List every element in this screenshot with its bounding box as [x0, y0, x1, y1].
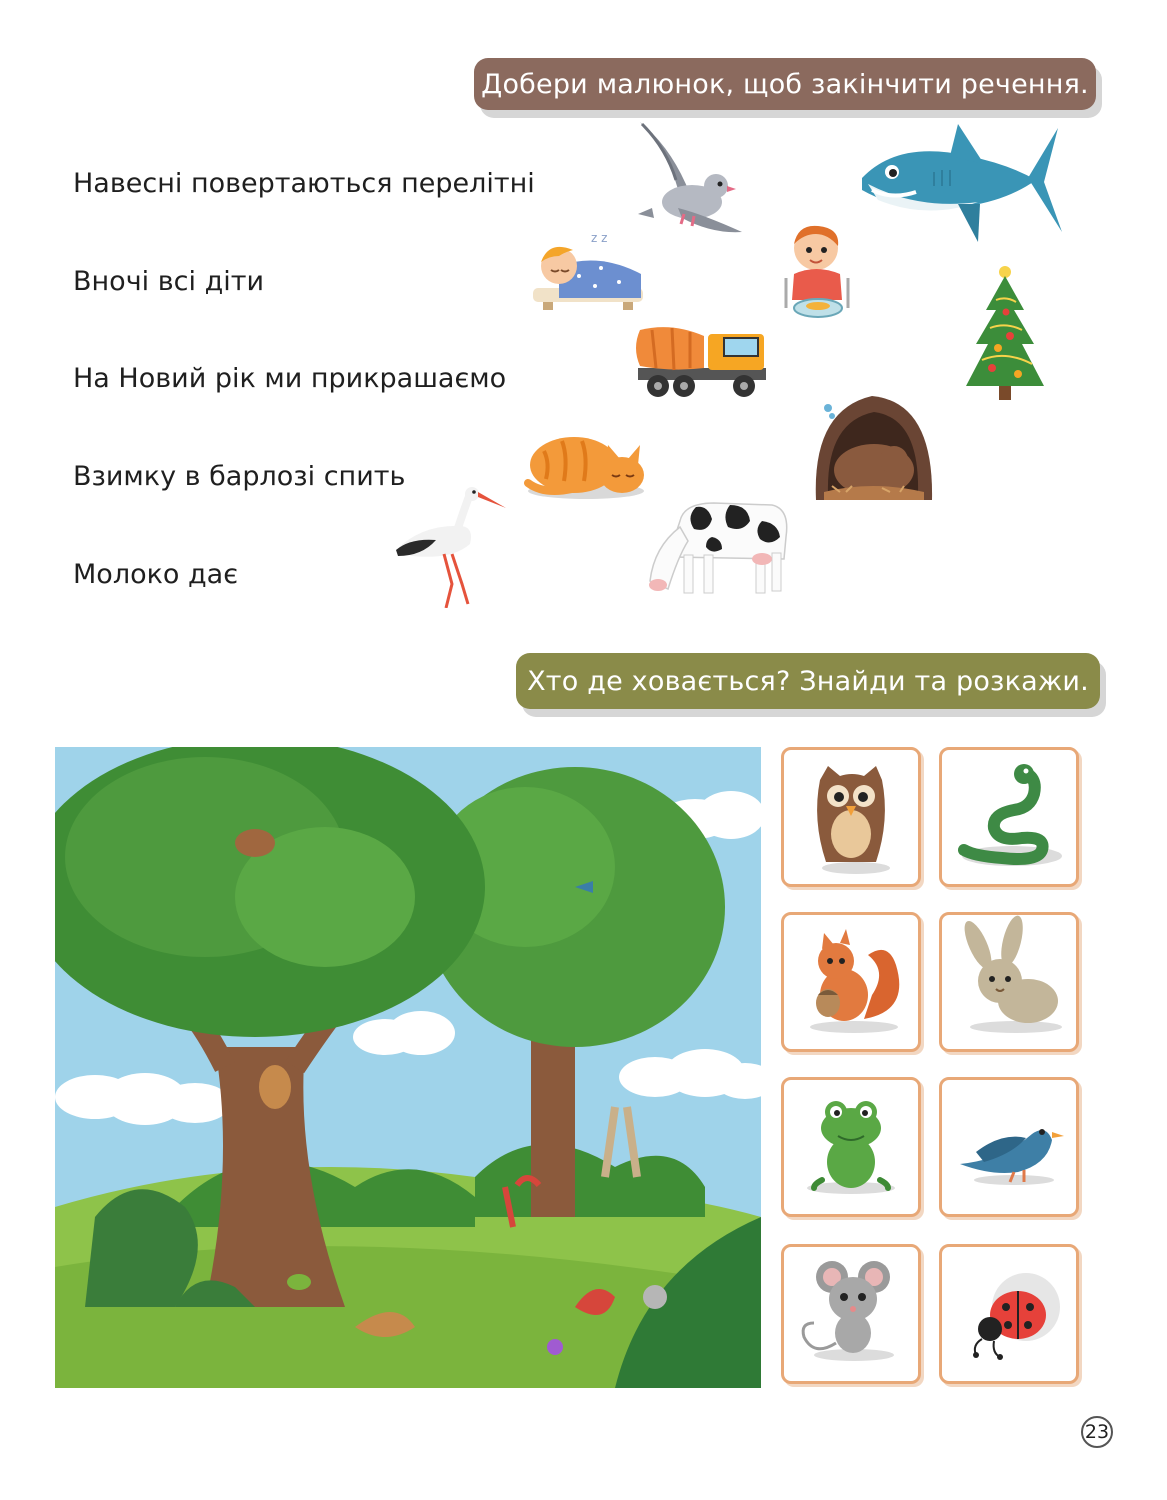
card-frog[interactable]: [781, 1077, 921, 1217]
christmas-tree-icon[interactable]: [962, 264, 1048, 406]
card-snake[interactable]: [939, 747, 1079, 887]
sleeping-cat-icon[interactable]: [524, 423, 648, 501]
sentence-3: На Новий рік ми прикрашаємо: [73, 363, 507, 394]
concrete-mixer-truck-icon[interactable]: [632, 322, 770, 402]
card-owl[interactable]: [781, 747, 921, 887]
sentence-5: Молоко дає: [73, 559, 239, 590]
sentence-1: Навесні повертаються перелітні: [73, 168, 535, 199]
sentence-2: Вночі всі діти: [73, 266, 265, 297]
sentence-4: Взимку в барлозі спить: [73, 461, 406, 492]
cow-icon[interactable]: [644, 497, 792, 597]
card-hare[interactable]: [939, 912, 1079, 1052]
bird-icon: [942, 1080, 1076, 1214]
snake-icon: [942, 750, 1076, 884]
card-ladybug[interactable]: [939, 1244, 1079, 1384]
instruction-banner-2: Хто де ховається? Знайди та розкажи.: [516, 653, 1100, 709]
bear-in-den-icon[interactable]: [812, 390, 936, 504]
card-mouse[interactable]: [781, 1244, 921, 1384]
shark-icon[interactable]: [858, 120, 1064, 246]
forest-scene-illustration[interactable]: [55, 747, 761, 1388]
card-bird[interactable]: [939, 1077, 1079, 1217]
frog-icon: [784, 1080, 918, 1214]
card-squirrel[interactable]: [781, 912, 921, 1052]
stork-icon[interactable]: [392, 484, 508, 608]
instruction-banner-1: Добери малюнок, щоб закінчити речення.: [474, 58, 1096, 110]
mouse-icon: [784, 1247, 918, 1381]
sleeping-child-icon[interactable]: [529, 222, 647, 316]
page-number: 23: [1081, 1416, 1113, 1448]
eating-child-icon[interactable]: [782, 220, 852, 320]
squirrel-icon: [784, 915, 918, 1049]
pigeon-icon[interactable]: [632, 118, 750, 238]
ladybug-icon: [942, 1247, 1076, 1381]
owl-icon: [784, 750, 918, 884]
hare-icon: [942, 915, 1076, 1049]
svg-text:z z: z z: [591, 231, 608, 245]
